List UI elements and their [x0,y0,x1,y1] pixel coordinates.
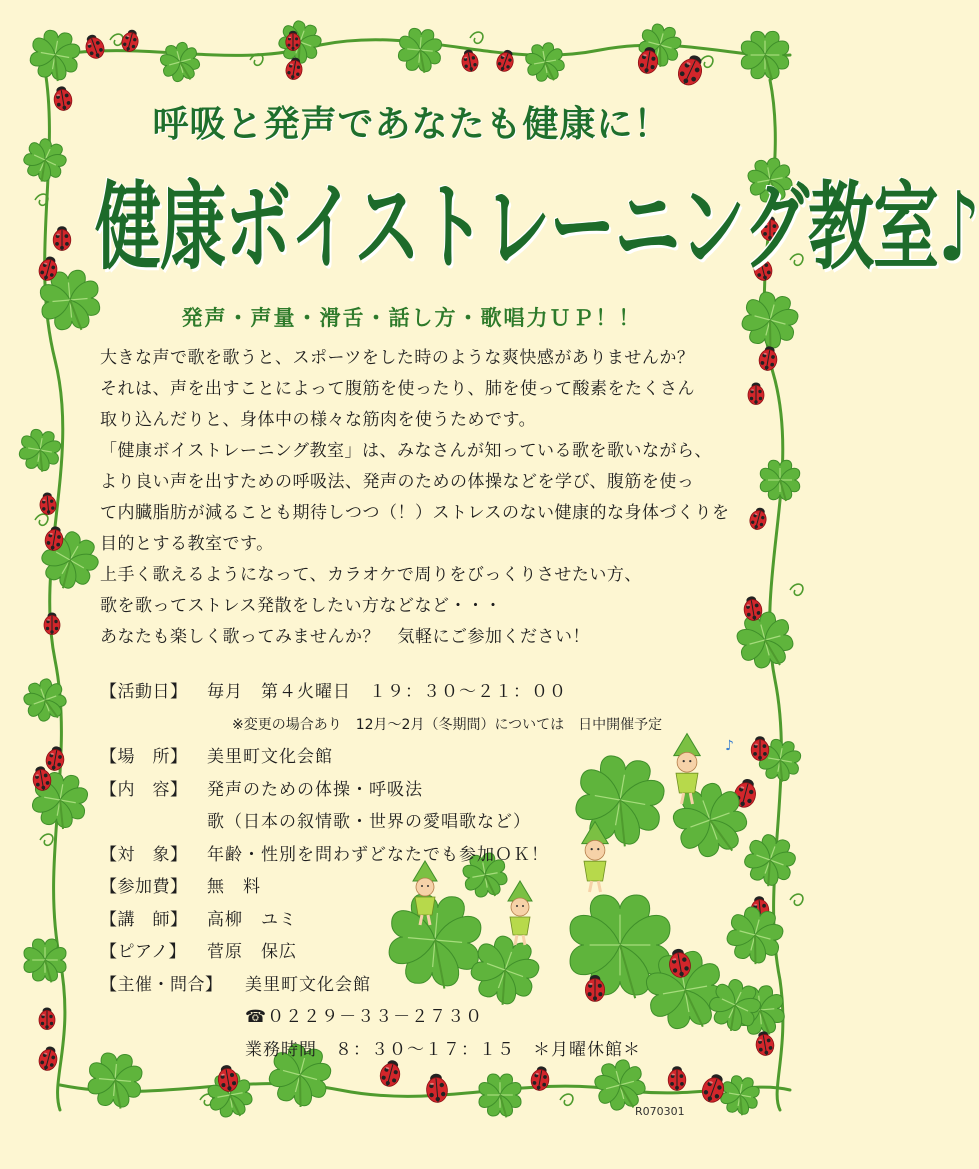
intro-line: 歌を歌ってストレス発散をしたい方などなど・・・ [100,596,502,616]
large-clover-icon [386,892,483,992]
ladybug-icon [748,383,764,405]
clover-icon [718,1074,761,1118]
content-value-2: 歌（日本の叙情歌・世界の愛唱歌など） [207,812,531,832]
tendril [40,834,53,845]
fee-label: 【参加費】 [100,877,188,897]
intro-line: 取り込んだりと、身体中の様々な筋肉を使うためです。 [100,410,537,430]
content-label: 【内 容】 [100,779,188,800]
ladybug-icon [82,32,107,61]
large-clover-icon [722,903,787,969]
contact-label: 【主催・問合】 [100,974,223,995]
ladybug-icon [53,226,71,250]
intro-line: て内臓脂肪が減ることも期待しつつ（！）ストレスのない健康的な身体づくりを [100,503,730,523]
intro-line: 「健康ボイストレーニング教室」は、みなさんが知っている歌を歌いながら、 [100,441,712,461]
business-hours: 業務時間 ８：３０～１７：１５ ＊月曜休館＊ [245,1039,641,1060]
clover-icon [157,39,202,85]
intro-line: あなたも楽しく歌ってみませんか？ 気軽にご参加ください！ [100,627,590,647]
ladybug-icon [748,506,769,531]
intro-text [100,343,750,653]
place-value: 美里町文化会館 [207,747,333,767]
clover-icon [760,460,799,501]
ladybug-icon [39,1008,55,1030]
phone-number: ☎０２２９－３３－２７３０ [245,1007,484,1027]
ladybug-icon [39,492,57,515]
place-label: 【場 所】 [100,747,188,767]
intro-line: より良い声を出すための呼吸法、発声のための体操などを学び、腹筋を使っ [100,472,695,492]
intro-line: 目的とする教室です。 [100,534,274,554]
target-value: 年齢・性別を問わずどなたでも参加ＯＫ！ [207,844,549,865]
clover-icon [397,27,443,74]
clover-icon [17,427,63,474]
tendril [35,514,48,525]
intro-line: それは、声を出すことによって腹筋を使ったり、肺を使って酸素をたくさん [100,379,695,399]
tendril [470,32,483,43]
date-value: 毎月 第４火曜日 １９：３０～２１：００ [207,682,567,702]
clover-icon [86,1052,143,1111]
tendril [110,34,123,45]
tendril [560,1094,573,1105]
ladybug-icon [758,345,780,372]
intro-line: 上手く歌えるようになって、カラオケで周りをびっくりさせたい方、 [100,565,642,585]
piano-label: 【ピアノ】 [100,942,187,962]
clover-icon [524,41,567,85]
large-clover-icon [464,930,546,1013]
music-note-icon: ♪ [725,738,734,754]
piano-value: 菅原 保広 [207,942,297,962]
reference-code: R070301 [635,1105,685,1118]
ladybug-icon [425,1073,448,1103]
tendril [700,56,713,67]
clover-icon [24,939,66,982]
instructor-value: 高柳 ユミ [207,909,297,930]
content-value-1: 発声のための体操・呼吸法 [207,779,423,800]
ladybug-icon [668,1066,686,1090]
tendril [790,584,803,595]
ladybug-icon [674,51,707,88]
waving-child [508,881,532,945]
intro-line: 大きな声で歌を歌うと、スポーツをした時のような爽快感がありませんか？ [100,348,695,368]
fee-value: 無 料 [207,877,261,897]
date-label: 【活動日】 [100,682,188,702]
clover-icon [33,524,106,597]
ladybug-icon [45,745,67,772]
page-title: 健康ボイストレーニング教室♪ [95,171,979,284]
ladybug-icon [44,613,60,635]
instructor-label: 【講 師】 [100,909,188,930]
contact-value: 美里町文化会館 [245,974,371,995]
clover-icon [479,1074,521,1117]
date-note: ※変更の場合あり 12月～2月（冬期間）については 日中開催予定 [232,716,663,733]
ladybug-icon [460,48,480,72]
ladybug-icon [37,1044,60,1072]
clover-icon [741,31,788,80]
subtitle: 呼吸と発声であなたも健康に！ [152,104,671,145]
clover-icon [20,675,71,727]
large-clover-icon [571,751,669,851]
clover-icon [27,28,82,84]
target-label: 【対 象】 [100,844,188,865]
tagline: 発声・声量・滑舌・話し方・歌唱力ＵＰ！！ [181,306,642,330]
